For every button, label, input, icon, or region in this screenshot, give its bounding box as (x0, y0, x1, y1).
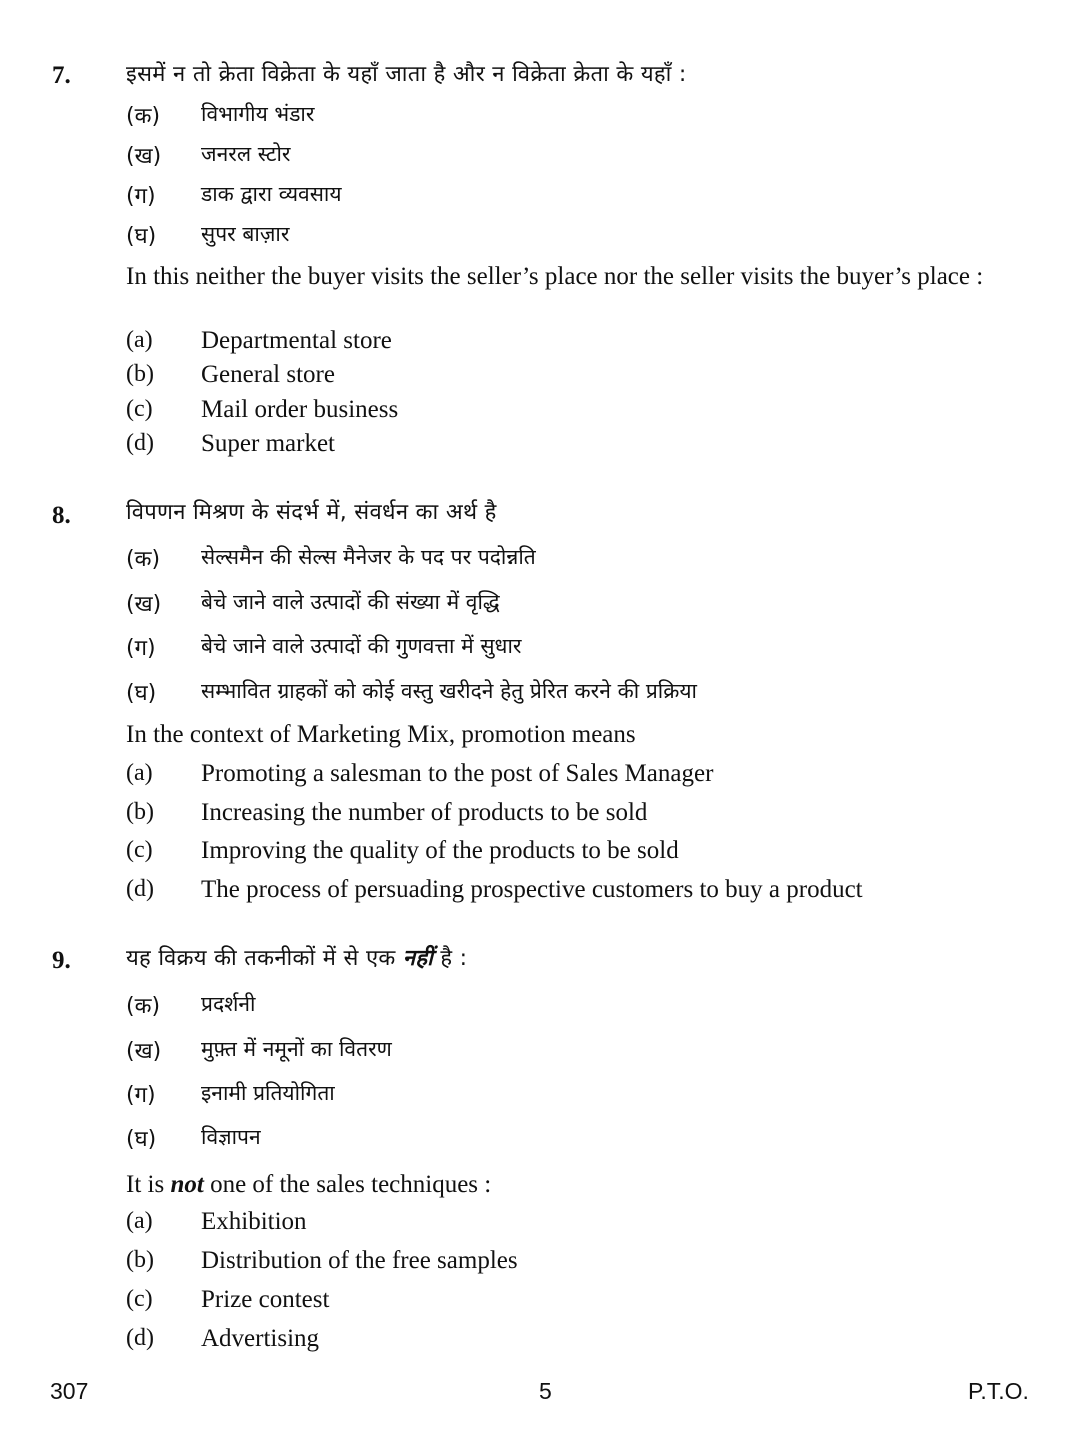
page-number: 5 (539, 1378, 552, 1404)
option-text: इनामी प्रतियोगिता (201, 1081, 335, 1105)
question-stem-english (126, 1170, 996, 1200)
option-english (126, 1325, 1026, 1359)
option-text: Increasing the number of products to be sold (201, 799, 648, 826)
option-text: बेचे जाने वाले उत्पादों की गुणवत्ता में सुधार (201, 634, 522, 658)
question-number: 8. (52, 502, 71, 529)
option-hindi (126, 220, 1026, 254)
option-english (126, 876, 1026, 910)
question-stem-hindi: इसमें न तो क्रेता विक्रेता के यहाँ जाता है और न विक्रेता क्रेता के यहाँ : (126, 62, 687, 87)
option-label: (c) (126, 837, 153, 863)
option-text: सेल्समैन की सेल्स मैनेजर के पद पर पदोन्नति (201, 545, 536, 569)
stem-emphasis: not (170, 1171, 204, 1198)
option-text: Advertising (201, 1325, 320, 1352)
option-label: (c) (126, 1286, 153, 1312)
option-text: जनरल स्टोर (201, 142, 291, 166)
option-text: डाक द्वारा व्यवसाय (201, 182, 342, 206)
option-hindi (126, 1123, 1026, 1157)
option-label: (b) (126, 1247, 154, 1273)
option-label: (a) (126, 760, 153, 786)
option-hindi (126, 1079, 1026, 1113)
question-stem-english: In this neither the buyer visits the seller’s place nor the seller visits the buyer’s place : (126, 263, 984, 290)
option-label: (घ) (126, 1127, 157, 1152)
question-number: 7. (52, 62, 71, 89)
option-text: Super market (201, 430, 335, 457)
option-hindi (126, 632, 1026, 666)
option-text: The process of persuading prospective customers to buy a product (201, 876, 863, 903)
option-hindi (126, 543, 1026, 577)
option-hindi (126, 180, 1026, 214)
option-hindi (126, 990, 1026, 1024)
option-english (126, 1208, 1026, 1242)
option-english (126, 1247, 1026, 1281)
option-label: (b) (126, 361, 154, 387)
option-label: (d) (126, 430, 154, 456)
option-label: (ख) (126, 144, 162, 169)
option-label: (a) (126, 327, 153, 353)
option-hindi (126, 1035, 1026, 1069)
question-stem-hindi (126, 944, 996, 974)
option-text: प्रदर्शनी (201, 992, 256, 1016)
question-stem-english: In the context of Marketing Mix, promotion means (126, 721, 636, 748)
option-label: (a) (126, 1208, 153, 1234)
option-english (126, 430, 1026, 464)
option-text: Prize contest (201, 1286, 330, 1313)
option-text: Distribution of the free samples (201, 1247, 518, 1274)
option-label: (क) (126, 104, 161, 129)
option-label: (क) (126, 547, 161, 572)
option-text: मुफ़्त में नमूनों का वितरण (201, 1037, 392, 1061)
pto-label: P.T.O. (968, 1378, 1029, 1404)
option-text: Promoting a salesman to the post of Sales Manager (201, 760, 714, 787)
option-label: (ख) (126, 1039, 162, 1064)
option-english (126, 799, 1026, 833)
option-text: Improving the quality of the products to be sold (201, 837, 679, 864)
option-label: (ग) (126, 184, 156, 209)
option-hindi (126, 140, 1026, 174)
option-label: (घ) (126, 224, 157, 249)
option-english (126, 361, 1026, 395)
option-label: (ग) (126, 1083, 156, 1108)
stem-emphasis: नहीं (402, 946, 434, 971)
option-english (126, 327, 1026, 361)
option-label: (b) (126, 799, 154, 825)
option-label: (क) (126, 994, 161, 1019)
option-hindi (126, 100, 1026, 134)
option-hindi (126, 677, 1026, 711)
option-label: (घ) (126, 681, 157, 706)
option-text: Exhibition (201, 1208, 307, 1235)
option-text: बेचे जाने वाले उत्पादों की संख्या में वृद्धि (201, 590, 500, 614)
option-english (126, 837, 1026, 871)
option-text: सुपर बाज़ार (201, 222, 290, 246)
question-stem-hindi: विपणन मिश्रण के संदर्भ में, संवर्धन का अर्थ है (126, 500, 497, 525)
option-label: (d) (126, 1325, 154, 1351)
option-label: (c) (126, 396, 153, 422)
question-number: 9. (52, 947, 71, 974)
option-label: (ख) (126, 592, 162, 617)
option-text: विज्ञापन (201, 1125, 261, 1149)
option-text: Departmental store (201, 327, 392, 354)
stem-text: यह विक्रय की तकनीकों में से एक (126, 946, 403, 971)
option-text: सम्भावित ग्राहकों को कोई वस्तु खरीदने हेतु प्रेरित करने की प्रक्रिया (201, 679, 697, 703)
option-label: (ग) (126, 636, 156, 661)
option-hindi (126, 588, 1026, 622)
option-english (126, 396, 1026, 430)
option-text: General store (201, 361, 335, 388)
stem-text: one of the sales techniques : (203, 1171, 492, 1198)
stem-text: है : (433, 946, 468, 971)
option-english (126, 1286, 1026, 1320)
option-english (126, 760, 1026, 794)
option-text: विभागीय भंडार (201, 102, 315, 126)
option-label: (d) (126, 876, 154, 902)
paper-code: 307 (50, 1378, 89, 1404)
option-text: Mail order business (201, 396, 399, 423)
stem-text: It is (126, 1171, 171, 1198)
